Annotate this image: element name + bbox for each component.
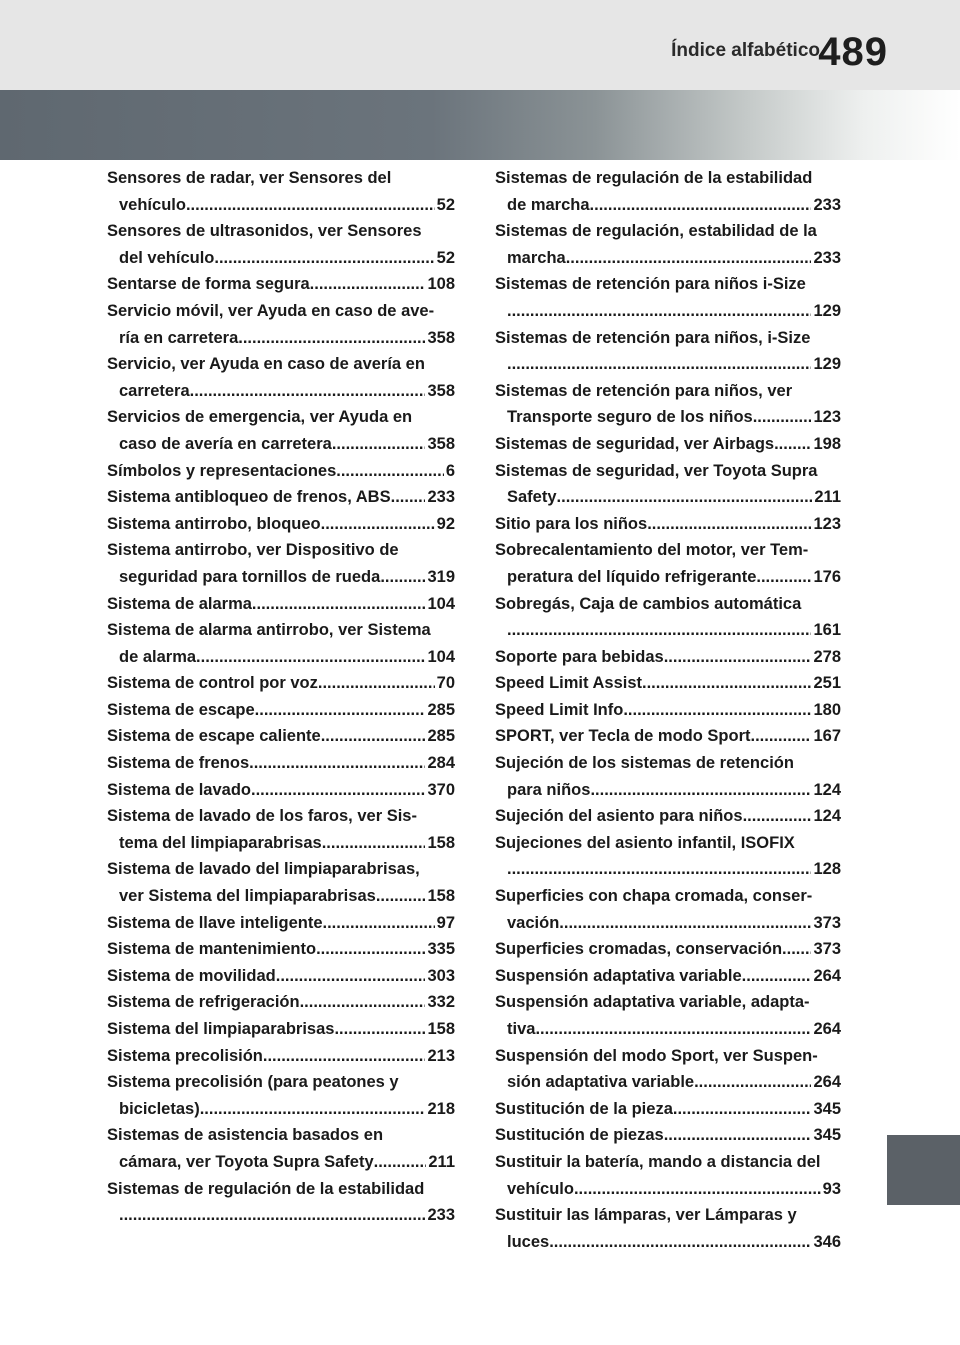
page-reference: 124 [813,780,841,799]
index-entry [107,697,455,724]
dot-leader [623,697,811,724]
entry-text: Sustitución de piezas [495,1126,664,1145]
entry-text: Sistema antibloqueo de frenos, ABS [107,488,391,507]
index-entry [495,989,841,1042]
dot-leader [200,1096,426,1123]
entry-text: Superficies con chapa cromada, conser- [495,887,813,906]
index-entry [107,803,455,856]
entry-text: Sustituir la batería, mando a distancia del [495,1152,821,1171]
entry-text: caso de avería en carretera [119,434,332,453]
index-entry [495,936,841,963]
index-entry [107,777,455,804]
index-entry [107,511,455,538]
index-entry [107,1122,455,1175]
entry-text: bicicletas) [119,1099,200,1118]
dot-leader [336,458,444,485]
index-entry [107,458,455,485]
page-reference: 211 [428,1152,455,1171]
index-entry [495,1043,841,1096]
index-entry [495,803,841,830]
entry-text: Sustituir las lámparas, ver Lámparas y [495,1206,797,1225]
entry-text: Speed Limit Assist [495,674,643,693]
index-entry [495,378,841,431]
entry-text: tema del limpiaparabrisas [119,833,322,852]
section-title: Índice alfabético [671,40,820,61]
dot-leader [380,564,425,591]
dot-leader [186,192,435,219]
dot-leader [557,484,813,511]
entry-text: vehículo [507,1179,574,1198]
decorative-banner [0,90,960,160]
index-entry [107,723,455,750]
dot-leader [255,697,426,724]
page-reference: 92 [436,514,455,533]
index-entry [107,1016,455,1043]
index-entry [107,591,455,618]
entry-text: Sistema de control por voz [107,674,318,693]
entry-text: Sistemas de seguridad, ver Toyota Supra [495,461,818,480]
dot-leader [374,1149,427,1176]
page-reference: 233 [813,195,841,214]
dot-leader [190,378,426,405]
dot-leader [323,910,435,937]
page-reference: 285 [427,700,455,719]
entry-text: Sistema antirrobo, ver Dispositivo de [107,541,399,560]
page-reference: 161 [813,621,841,640]
entry-text: Sistemas de asistencia basados en [107,1126,384,1145]
index-entry [107,670,455,697]
index-entry [107,271,455,298]
dot-leader [590,192,812,219]
entry-text: Superficies cromadas, conservación [495,940,783,959]
dot-leader [756,564,811,591]
entry-text: del vehículo [119,248,215,267]
dot-leader [647,511,811,538]
entry-text: Servicio, ver Ayuda en caso de avería en [107,355,425,374]
page-reference: 358 [427,381,455,400]
page-reference: 104 [427,594,455,613]
page-reference: 303 [427,966,455,985]
page-reference: 278 [813,647,841,666]
page-reference: 233 [427,488,455,507]
dot-leader [316,936,425,963]
entry-text: Sistemas de retención para niños, ver [495,381,793,400]
page-reference: 264 [813,1073,841,1092]
page-reference: 180 [813,700,841,719]
entry-text: Transporte seguro de los niños [507,408,753,427]
dot-leader [774,431,811,458]
dot-leader [332,431,426,458]
entry-text: Sobrecalentamiento del motor, ver Tem- [495,541,809,560]
page-reference: 158 [427,887,455,906]
dot-leader [376,883,426,910]
index-entry [107,351,455,404]
dot-leader [751,723,812,750]
entry-text: vación [507,913,560,932]
entry-text: de alarma [119,647,197,666]
page-reference: 198 [813,434,841,453]
entry-text: Speed Limit Info [495,700,624,719]
index-entry [495,723,841,750]
entry-text: Sistema precolisión [107,1046,263,1065]
dot-leader [196,644,425,671]
entry-text: Sistemas de retención para niños, i-Size [495,328,811,347]
index-entry [495,1096,841,1123]
dot-leader [507,856,811,883]
page-reference: 284 [427,754,455,773]
entry-text: Servicios de emergencia, ver Ayuda en [107,408,413,427]
index-entry [495,511,841,538]
page-reference: 358 [427,328,455,347]
page-reference: 93 [822,1179,841,1198]
page-reference: 129 [813,301,841,320]
dot-leader [566,245,812,272]
index-entry [495,431,841,458]
page-reference: 52 [436,248,455,267]
page-reference: 373 [813,940,841,959]
page-reference: 218 [427,1099,455,1118]
dot-leader [214,245,434,272]
entry-text: marcha [507,248,566,267]
page-reference: 319 [427,567,455,586]
page-reference: 124 [813,807,841,826]
page-reference: 370 [427,780,455,799]
entry-text: Sistema antirrobo, bloqueo [107,514,321,533]
entry-text: seguridad para tornillos de rueda [119,567,381,586]
index-entry [495,165,841,218]
entry-text: Servicio móvil, ver Ayuda en caso de ave- [107,301,435,320]
entry-text: Sistema de refrigeración [107,993,300,1012]
entry-text: ver Sistema del limpiaparabrisas [119,887,376,906]
dot-leader [753,404,812,431]
entry-text: Safety [507,488,557,507]
index-entry [495,697,841,724]
dot-leader [574,1176,821,1203]
index-entry [495,537,841,590]
thumb-index-tab [887,1135,960,1205]
entry-text: Sensores de ultrasonidos, ver Sensores [107,222,422,241]
dot-leader [507,351,811,378]
index-entry [495,325,841,378]
dot-leader [276,963,426,990]
index-entry [495,1202,841,1255]
dot-leader [321,511,435,538]
page-reference: 335 [427,940,455,959]
entry-text: Sitio para los niños [495,514,648,533]
page-reference: 346 [813,1232,841,1251]
index-entry [107,1043,455,1070]
page-reference: 213 [427,1046,455,1065]
entry-text: Suspensión del modo Sport, ver Suspen- [495,1046,818,1065]
page-reference: 176 [813,567,841,586]
page-reference: 6 [445,461,455,480]
index-entry [107,1069,455,1122]
dot-leader [310,271,426,298]
entry-text: Sistema de frenos [107,754,250,773]
index-entry [495,218,841,271]
entry-text: de marcha [507,195,590,214]
entry-text: Sistema de lavado del limpiaparabrisas, [107,860,420,879]
index-entry [107,298,455,351]
dot-leader [238,325,425,352]
entry-text: Sentarse de forma segura [107,275,310,294]
index-entry [107,963,455,990]
page-reference: 211 [814,488,841,507]
dot-leader [642,670,811,697]
dot-leader [252,591,426,618]
page-reference: 285 [427,727,455,746]
entry-text: Sensores de radar, ver Sensores del [107,169,392,187]
entry-text: para niños [507,780,591,799]
index-entry [495,271,841,324]
entry-text: Sujeciones del asiento infantil, ISOFIX [495,833,795,852]
entry-text: Sistemas de regulación de la estabilidad [107,1179,425,1198]
page-reference: 129 [813,355,841,374]
entry-text: Sistema de alarma [107,594,252,613]
dot-leader [507,298,811,325]
entry-text: Sistema de mantenimiento [107,940,317,959]
entry-text: ría en carretera [119,328,239,347]
dot-leader [321,723,426,750]
page-reference: 264 [813,966,841,985]
entry-text: Sistema de lavado [107,780,251,799]
dot-leader [782,936,811,963]
page-reference: 167 [813,727,841,746]
entry-text: Sujeción de los sistemas de retención [495,754,794,773]
entry-text: Sustitución de la pieza [495,1099,673,1118]
dot-leader [391,484,426,511]
index-entry [495,1122,841,1149]
index-entry [107,936,455,963]
index-entry [107,404,455,457]
index-entry [495,830,841,883]
entry-text: luces [507,1232,550,1251]
dot-leader [300,989,426,1016]
dot-leader [694,1069,811,1096]
entry-text: Sobregás, Caja de cambios automática [495,594,802,613]
index-entry [107,910,455,937]
dot-leader [318,670,435,697]
entry-text: Sistemas de seguridad, ver Airbags [495,434,775,453]
entry-text: Sujeción del asiento para niños [495,807,743,826]
entry-text: vehículo [119,195,186,214]
entry-text: carretera [119,381,190,400]
index-entry [107,750,455,777]
page-reference: 52 [436,195,455,214]
entry-text: tiva [507,1020,536,1038]
index-entry [495,458,841,511]
index-entry [107,1176,455,1229]
index-entry [107,856,455,909]
dot-leader [549,1229,811,1256]
index-entry [495,644,841,671]
page-reference: 158 [427,1020,455,1038]
page-reference: 128 [813,860,841,879]
index-entry [107,165,455,218]
index-column-right [495,165,841,1255]
entry-text: Sistema de lavado de los faros, ver Sis- [107,807,417,826]
entry-text: sión adaptativa variable [507,1073,695,1092]
page-reference: 233 [813,248,841,267]
page-reference: 158 [427,833,455,852]
entry-text: Sistema precolisión (para peatones y [107,1073,399,1092]
entry-text: SPORT, ver Tecla de modo Sport [495,727,751,746]
index-entry [495,963,841,990]
page-reference: 332 [427,993,455,1012]
entry-text: Sistema de escape caliente [107,727,321,746]
entry-text: Sistema del limpiaparabrisas [107,1020,335,1038]
index-entry [495,591,841,644]
page-reference: 108 [427,275,455,294]
index-entry [107,218,455,271]
index-entry [495,670,841,697]
dot-leader [251,777,425,804]
index-entry [107,537,455,590]
dot-leader [590,777,811,804]
dot-leader [664,644,812,671]
entry-text: Suspensión adaptativa variable [495,966,742,985]
page-reference: 373 [813,913,841,932]
page-reference: 70 [436,674,455,693]
page-reference: 345 [813,1126,841,1145]
dot-leader [673,1096,812,1123]
dot-leader [535,1016,811,1043]
index-entry [495,883,841,936]
dot-leader [743,803,812,830]
page-reference: 123 [813,514,841,533]
page-reference: 264 [813,1020,841,1038]
page-number: 489 [818,30,888,74]
index-entry [107,989,455,1016]
index-entry [495,750,841,803]
entry-text: Sistema de movilidad [107,966,276,985]
entry-text: cámara, ver Toyota Supra Safety [119,1152,374,1171]
entry-text: Sistema de escape [107,700,255,719]
dot-leader [322,830,426,857]
entry-text: Sistema de llave inteligente [107,913,323,932]
index-entry [495,1149,841,1202]
dot-leader [334,1016,425,1043]
entry-text: Sistemas de retención para niños i-Size [495,275,806,294]
entry-text: Sistema de alarma antirrobo, ver Sistema [107,621,431,640]
dot-leader [559,910,811,937]
index-entry [107,617,455,670]
index-column-left [107,165,455,1229]
dot-leader [249,750,425,777]
entry-text: Sistemas de regulación de la estabilidad [495,169,813,187]
page-reference: 345 [813,1099,841,1118]
page-reference: 358 [427,434,455,453]
dot-leader [507,617,811,644]
dot-leader [742,963,812,990]
page-reference: 104 [427,647,455,666]
entry-text: Sistemas de regulación, estabilidad de la [495,222,817,241]
page-reference: 233 [427,1206,455,1225]
entry-text: Soporte para bebidas [495,647,664,666]
page-reference: 123 [813,408,841,427]
page-reference: 97 [436,913,455,932]
dot-leader [119,1202,425,1229]
dot-leader [263,1043,426,1070]
index-entry [107,484,455,511]
entry-text: Símbolos y representaciones [107,461,337,480]
dot-leader [664,1122,812,1149]
entry-text: peratura del líquido refrigerante [507,567,757,586]
entry-text: Suspensión adaptativa variable, adapta- [495,993,810,1012]
page-reference: 251 [813,674,841,693]
